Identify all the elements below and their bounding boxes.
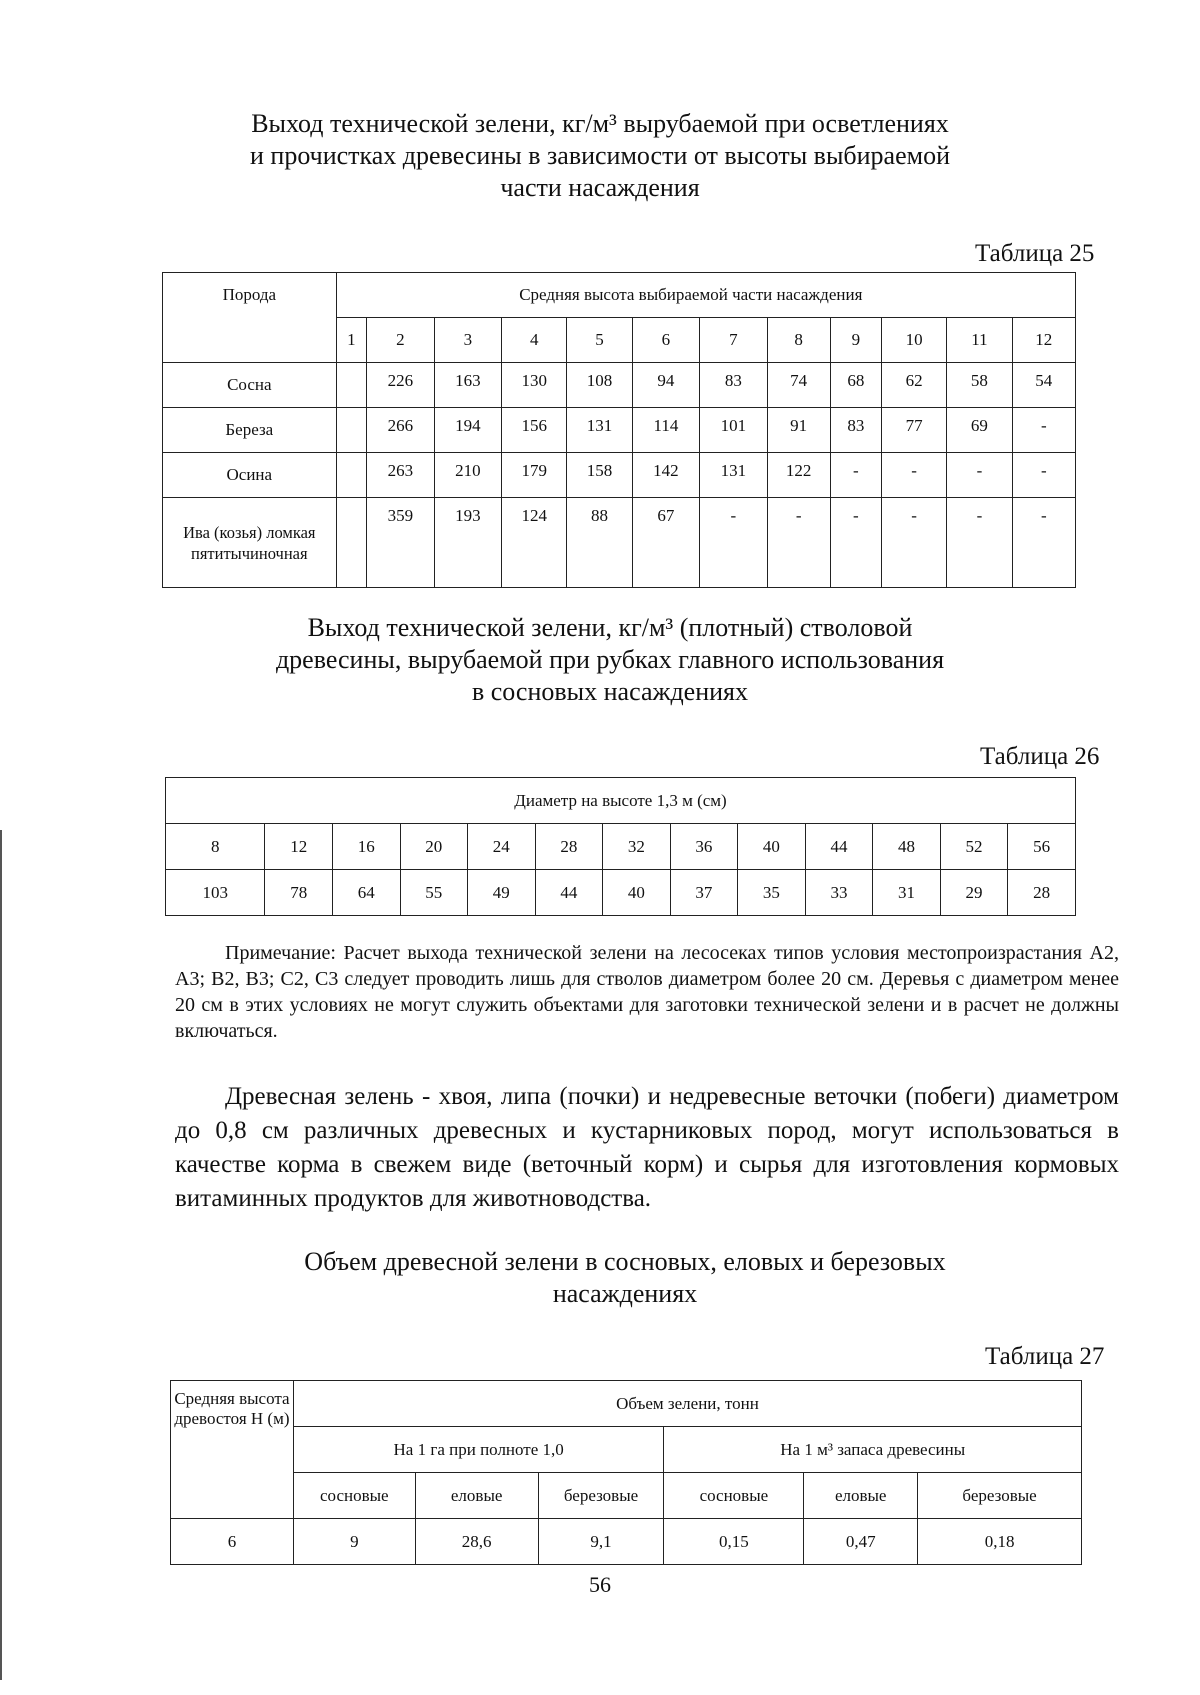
value-cell: 210 xyxy=(434,453,501,498)
species-header-row xyxy=(171,1473,1082,1519)
table26-heading xyxy=(160,612,1060,708)
value-cell xyxy=(336,498,367,588)
value-cell: 9 xyxy=(293,1519,415,1565)
value-cell xyxy=(336,408,367,453)
height-cell: 8 xyxy=(767,318,830,363)
height-group-header: Средняя высота выбираемой части насаждения xyxy=(336,273,1075,318)
diameter-cell: 52 xyxy=(940,824,1008,870)
height-cell: 5 xyxy=(567,318,632,363)
table-row xyxy=(163,453,1076,498)
value-cell: 131 xyxy=(700,453,767,498)
value-cell: 49 xyxy=(468,870,536,916)
species-name: Сосна xyxy=(163,363,337,408)
height-cell: 4 xyxy=(502,318,567,363)
value-cell: 64 xyxy=(332,870,400,916)
value-cell: 83 xyxy=(830,408,881,453)
value-cell: 0,15 xyxy=(664,1519,804,1565)
value-cell: 37 xyxy=(670,870,738,916)
table27-label: Таблица 27 xyxy=(985,1343,1105,1370)
table-row xyxy=(163,363,1076,408)
value-cell: - xyxy=(1012,408,1075,453)
heading-line: Выход технической зелени, кг/м³ (плотный) стволовой xyxy=(307,613,913,642)
value-cell: 101 xyxy=(700,408,767,453)
value-cell: 31 xyxy=(873,870,941,916)
value-cell: 226 xyxy=(367,363,434,408)
height-header: Средняя высота древостоя Н (м) xyxy=(171,1381,294,1519)
value-cell: 142 xyxy=(632,453,699,498)
table25-heading xyxy=(150,108,1050,204)
value-cell: - xyxy=(881,453,946,498)
table-row xyxy=(163,408,1076,453)
height-cell: 7 xyxy=(700,318,767,363)
table-row xyxy=(171,1519,1082,1565)
value-cell: - xyxy=(700,498,767,588)
value-cell: 33 xyxy=(805,870,873,916)
height-cell: 1 xyxy=(336,318,367,363)
value-cell: 163 xyxy=(434,363,501,408)
value-cell: 28,6 xyxy=(415,1519,538,1565)
diameter-cell: 48 xyxy=(873,824,941,870)
value-cell: 156 xyxy=(502,408,567,453)
heading-line: части насаждения xyxy=(500,173,700,202)
value-cell: 67 xyxy=(632,498,699,588)
value-cell: 194 xyxy=(434,408,501,453)
value-cell: 69 xyxy=(947,408,1012,453)
value-cell: 28 xyxy=(1008,870,1076,916)
value-cell: 158 xyxy=(567,453,632,498)
value-cell: 131 xyxy=(567,408,632,453)
value-cell: 54 xyxy=(1012,363,1075,408)
value-cell: 44 xyxy=(535,870,603,916)
table27 xyxy=(170,1380,1082,1565)
value-cell: 62 xyxy=(881,363,946,408)
value-cell: 266 xyxy=(367,408,434,453)
value-cell: 122 xyxy=(767,453,830,498)
diameter-cell: 20 xyxy=(400,824,468,870)
diameter-cell: 36 xyxy=(670,824,738,870)
page-number: 56 xyxy=(589,1572,611,1597)
diameter-cell: 40 xyxy=(738,824,806,870)
height-cell: 6 xyxy=(171,1519,294,1565)
species-header-cell: сосновые xyxy=(293,1473,415,1519)
heading-line: древесины, вырубаемой при рубках главного использования xyxy=(275,645,945,674)
heading-line: насаждениях xyxy=(552,1279,698,1308)
table25-label: Таблица 25 xyxy=(975,240,1095,267)
value-cell: 78 xyxy=(265,870,333,916)
value-cell: - xyxy=(947,453,1012,498)
note-text: Примечание: Расчет выхода технической зелени на лесосеках типов условия местопроизрастания А2, А3; В2, В3; С2, С3 следует проводить лишь для стволов диаметром более 20 см. Деревья с диаметром менее 20 см в этих условиях не могут служить объектами для заготовки технической зелени и в расчет не должны включаться. xyxy=(175,942,1119,1042)
body-paragraph: Древесная зелень - хвоя, липа (почки) и недревесные веточки (побеги) диаметром до 0,8 см различных древесных и кустарниковых пород, могут использоваться в качестве корма в свежем виде (веточный корм) и сырья для изготовления кормовых витаминных продуктов для животноводства. xyxy=(175,1083,1119,1212)
value-cell: 9,1 xyxy=(538,1519,664,1565)
value-cell: 359 xyxy=(367,498,434,588)
diameter-cell: 56 xyxy=(1008,824,1076,870)
heading-line: в сосновых насаждениях xyxy=(471,677,749,706)
value-cell: 83 xyxy=(700,363,767,408)
species-name: Осина xyxy=(163,453,337,498)
value-cell: 94 xyxy=(632,363,699,408)
value-cell: - xyxy=(830,498,881,588)
value-cell: 114 xyxy=(632,408,699,453)
diameter-cell: 16 xyxy=(332,824,400,870)
value-cell: - xyxy=(767,498,830,588)
height-cell: 9 xyxy=(830,318,881,363)
table27-heading xyxy=(200,1246,1050,1310)
value-cell: - xyxy=(947,498,1012,588)
value-cell: 0,47 xyxy=(804,1519,918,1565)
table25 xyxy=(162,272,1076,588)
value-cell: 88 xyxy=(567,498,632,588)
value-cell: 130 xyxy=(502,363,567,408)
height-cell: 10 xyxy=(881,318,946,363)
value-cell: 179 xyxy=(502,453,567,498)
value-cell xyxy=(336,363,367,408)
value-cell: 124 xyxy=(502,498,567,588)
value-cell: 74 xyxy=(767,363,830,408)
species-header-cell: сосновые xyxy=(664,1473,804,1519)
value-cell: 40 xyxy=(603,870,671,916)
value-cell: - xyxy=(1012,498,1075,588)
heading-line: и прочистках древесины в зависимости от высоты выбираемой xyxy=(249,141,951,170)
value-cell: - xyxy=(830,453,881,498)
diameter-cell: 28 xyxy=(535,824,603,870)
height-cell: 2 xyxy=(367,318,434,363)
height-cell: 12 xyxy=(1012,318,1075,363)
per-m3-header: На 1 м³ запаса древесины xyxy=(664,1427,1082,1473)
value-cell: - xyxy=(1012,453,1075,498)
value-cell: 193 xyxy=(434,498,501,588)
value-cell: 91 xyxy=(767,408,830,453)
per-hectare-header: На 1 га при полноте 1,0 xyxy=(293,1427,664,1473)
species-header-cell: еловые xyxy=(415,1473,538,1519)
diameter-cell: 44 xyxy=(805,824,873,870)
value-cell: - xyxy=(881,498,946,588)
value-cell: 108 xyxy=(567,363,632,408)
value-cell: 68 xyxy=(830,363,881,408)
diameter-cell: 8 xyxy=(166,824,265,870)
value-cell: 77 xyxy=(881,408,946,453)
heading-line: Выход технической зелени, кг/м³ вырубаемой при осветлениях xyxy=(251,109,949,138)
height-cell: 3 xyxy=(434,318,501,363)
table26-label: Таблица 26 xyxy=(980,743,1100,770)
species-header-cell: еловые xyxy=(804,1473,918,1519)
species-header: Порода xyxy=(163,273,337,363)
value-cell: 58 xyxy=(947,363,1012,408)
diameter-row xyxy=(166,824,1076,870)
height-cell: 6 xyxy=(632,318,699,363)
volume-group-header: Объем зелени, тонн xyxy=(293,1381,1081,1427)
diameter-header: Диаметр на высоте 1,3 м (см) xyxy=(166,778,1076,824)
table-row xyxy=(163,498,1076,588)
value-cell: 103 xyxy=(166,870,265,916)
table26 xyxy=(165,777,1076,916)
species-header-cell: березовые xyxy=(918,1473,1082,1519)
diameter-cell: 12 xyxy=(265,824,333,870)
value-cell: 263 xyxy=(367,453,434,498)
value-cell: 29 xyxy=(940,870,1008,916)
scan-edge-line xyxy=(0,830,2,1680)
value-cell: 55 xyxy=(400,870,468,916)
diameter-cell: 24 xyxy=(468,824,536,870)
species-name: Береза xyxy=(163,408,337,453)
value-cell: 35 xyxy=(738,870,806,916)
value-cell: 0,18 xyxy=(918,1519,1082,1565)
species-header-cell: березовые xyxy=(538,1473,664,1519)
heading-line: Объем древесной зелени в сосновых, еловых и березовых xyxy=(304,1247,946,1276)
height-cell: 11 xyxy=(947,318,1012,363)
diameter-cell: 32 xyxy=(603,824,671,870)
species-name: Ива (козья) ломкая пятитычиночная xyxy=(163,498,337,588)
value-cell xyxy=(336,453,367,498)
value-row xyxy=(166,870,1076,916)
